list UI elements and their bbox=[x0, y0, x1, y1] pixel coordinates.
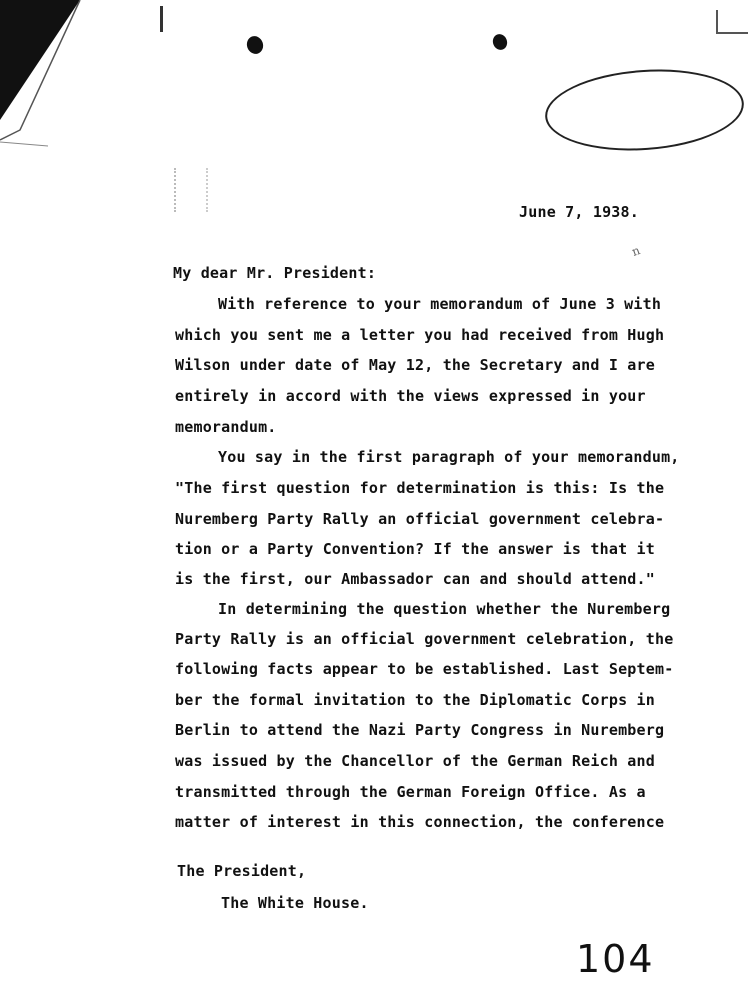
body-line: memorandum. bbox=[175, 418, 277, 436]
punch-hole bbox=[491, 32, 510, 52]
body-line: matter of interest in this connection, the conference bbox=[175, 813, 665, 831]
body-line: "The first question for determination is this: Is the bbox=[175, 479, 665, 497]
addressee-address: The White House. bbox=[221, 894, 369, 912]
scan-mark bbox=[160, 6, 163, 32]
addressee-name: The President, bbox=[177, 862, 307, 880]
body-line: In determining the question whether the Nuremberg bbox=[218, 600, 671, 618]
body-line: entirely in accord with the views expressed in your bbox=[175, 387, 646, 405]
body-line: was issued by the Chancellor of the German Reich and bbox=[175, 752, 655, 770]
body-line: With reference to your memorandum of June 3 with bbox=[218, 295, 662, 313]
body-line: transmitted through the German Foreign Office. As a bbox=[175, 783, 646, 801]
body-line: You say in the first paragraph of your memorandum, bbox=[218, 448, 680, 466]
body-line: is the first, our Ambassador can and should attend." bbox=[175, 570, 655, 588]
body-line: Berlin to attend the Nazi Party Congress in Nuremberg bbox=[175, 721, 665, 739]
scan-mark bbox=[716, 10, 748, 34]
folded-corner bbox=[0, 0, 110, 150]
page-number: 104 bbox=[576, 937, 655, 981]
stamp-oval bbox=[542, 63, 746, 157]
pencil-mark: n bbox=[629, 243, 642, 259]
body-line: which you sent me a letter you had received from Hugh bbox=[175, 326, 665, 344]
body-line: Party Rally is an official government celebration, the bbox=[175, 630, 674, 648]
body-line: Nuremberg Party Rally an official government celebra- bbox=[175, 510, 665, 528]
punch-hole bbox=[244, 34, 265, 56]
body-line: following facts appear to be established. Last Septem- bbox=[175, 660, 674, 678]
faint-stamp-mark bbox=[174, 168, 208, 212]
body-line: ber the formal invitation to the Diplomatic Corps in bbox=[175, 691, 655, 709]
salutation: My dear Mr. President: bbox=[173, 264, 377, 282]
letter-date: June 7, 1938. bbox=[519, 203, 639, 221]
body-line: tion or a Party Convention? If the answer is that it bbox=[175, 540, 655, 558]
body-line: Wilson under date of May 12, the Secretary and I are bbox=[175, 356, 655, 374]
